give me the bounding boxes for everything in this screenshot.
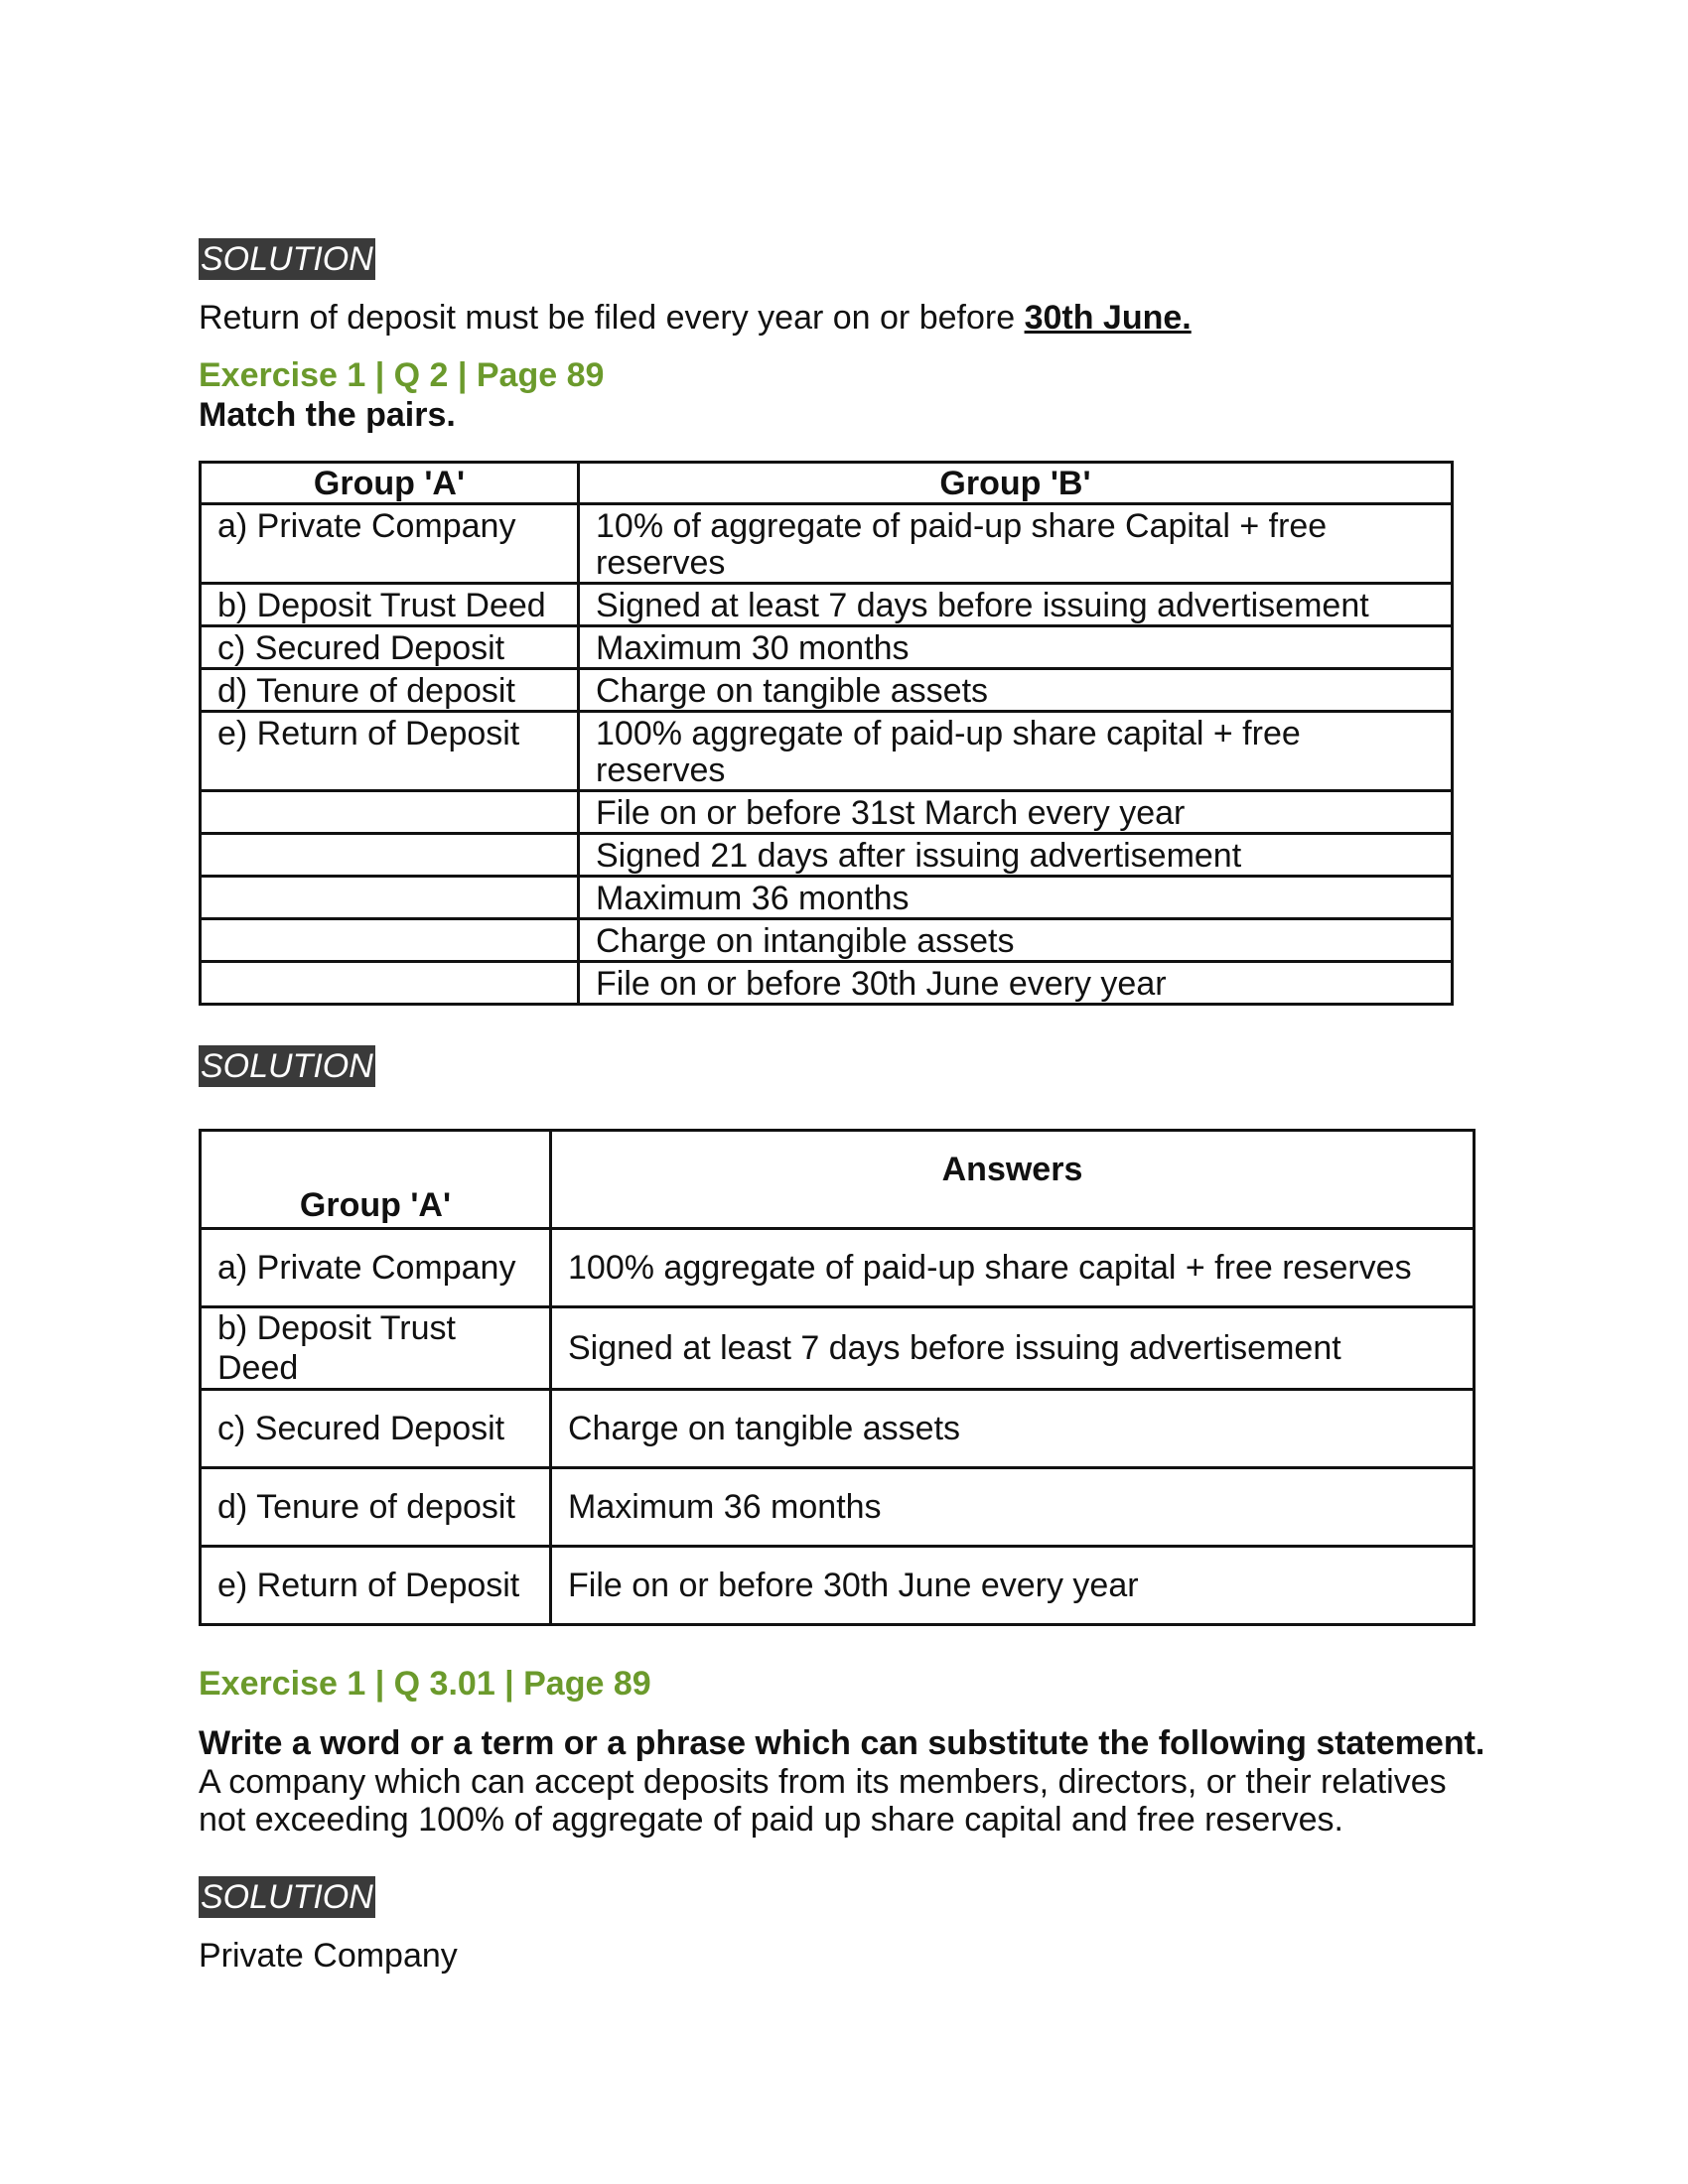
header-answers: Answers <box>551 1131 1475 1229</box>
solution-label: SOLUTION <box>201 1878 373 1916</box>
table-row <box>201 1547 1475 1625</box>
solution-label: SOLUTION <box>201 240 373 278</box>
cell-answer: Maximum 36 months <box>551 1468 1475 1547</box>
document-page <box>199 238 1489 1976</box>
table-row <box>201 669 1453 712</box>
cell-group-a <box>201 877 579 919</box>
answer-prefix: Return of deposit must be filed every year on or before <box>199 299 1025 337</box>
match-pairs-table <box>199 461 1454 1006</box>
header-group-a: Group 'A' <box>201 463 579 504</box>
cell-group-a: c) Secured Deposit <box>201 1390 551 1468</box>
cell-group-a: e) Return of Deposit <box>201 712 579 791</box>
header-group-a: Group 'A' <box>201 1131 551 1229</box>
solution-label: SOLUTION <box>201 1047 373 1085</box>
cell-group-a <box>201 962 579 1005</box>
question-text: Match the pairs. <box>199 396 456 434</box>
cell-group-a: d) Tenure of deposit <box>201 1468 551 1547</box>
answers-table <box>199 1129 1476 1626</box>
answer-text <box>199 298 1489 338</box>
table-row <box>201 919 1453 962</box>
cell-group-b: Charge on intangible assets <box>579 919 1453 962</box>
cell-answer: Signed at least 7 days before issuing advertisement <box>551 1307 1475 1390</box>
question-text: Write a word or a term or a phrase which can substitute the following statement. <box>199 1724 1485 1762</box>
cell-answer: File on or before 30th June every year <box>551 1547 1475 1625</box>
cell-group-a: a) Private Company <box>201 1229 551 1307</box>
table-row <box>201 791 1453 834</box>
table-row <box>201 584 1453 626</box>
cell-group-b: 100% aggregate of paid-up share capital + free reserves <box>579 712 1453 791</box>
answer-text: Private Company <box>199 1937 458 1975</box>
cell-group-b: File on or before 30th June every year <box>579 962 1453 1005</box>
cell-answer: Charge on tangible assets <box>551 1390 1475 1468</box>
exercise-heading: Exercise 1 | Q 3.01 | Page 89 <box>199 1665 651 1703</box>
statement-text: A company which can accept deposits from its members, directors, or their relatives not exceeding 100% of aggregate of paid up share capital and free reserves. <box>199 1763 1447 1839</box>
cell-group-a: a) Private Company <box>201 504 579 584</box>
cell-group-a: e) Return of Deposit <box>201 1547 551 1625</box>
cell-group-b: Signed 21 days after issuing advertisement <box>579 834 1453 877</box>
cell-group-b: 10% of aggregate of paid-up share Capital + free reserves <box>579 504 1453 584</box>
answer-highlight: 30th June. <box>1024 299 1192 337</box>
table-row <box>201 877 1453 919</box>
table-row <box>201 1390 1475 1468</box>
table-row <box>201 962 1453 1005</box>
table-row <box>201 1468 1475 1547</box>
cell-group-a <box>201 919 579 962</box>
table-row <box>201 712 1453 791</box>
table-row <box>201 1307 1475 1390</box>
table-header-row <box>201 463 1453 504</box>
cell-answer: 100% aggregate of paid-up share capital + free reserves <box>551 1229 1475 1307</box>
header-group-b: Group 'B' <box>579 463 1453 504</box>
cell-group-b: File on or before 31st March every year <box>579 791 1453 834</box>
exercise-heading: Exercise 1 | Q 2 | Page 89 <box>199 356 605 394</box>
cell-group-a <box>201 834 579 877</box>
cell-group-b: Maximum 30 months <box>579 626 1453 669</box>
cell-group-a: b) Deposit Trust Deed <box>201 1307 551 1390</box>
cell-group-a: c) Secured Deposit <box>201 626 579 669</box>
table-row <box>201 626 1453 669</box>
table-row <box>201 1229 1475 1307</box>
table-row <box>201 834 1453 877</box>
cell-group-b: Charge on tangible assets <box>579 669 1453 712</box>
cell-group-a: b) Deposit Trust Deed <box>201 584 579 626</box>
cell-group-a: d) Tenure of deposit <box>201 669 579 712</box>
cell-group-b: Signed at least 7 days before issuing advertisement <box>579 584 1453 626</box>
table-row <box>201 504 1453 584</box>
cell-group-b: Maximum 36 months <box>579 877 1453 919</box>
cell-group-a <box>201 791 579 834</box>
table-header-row <box>201 1131 1475 1229</box>
